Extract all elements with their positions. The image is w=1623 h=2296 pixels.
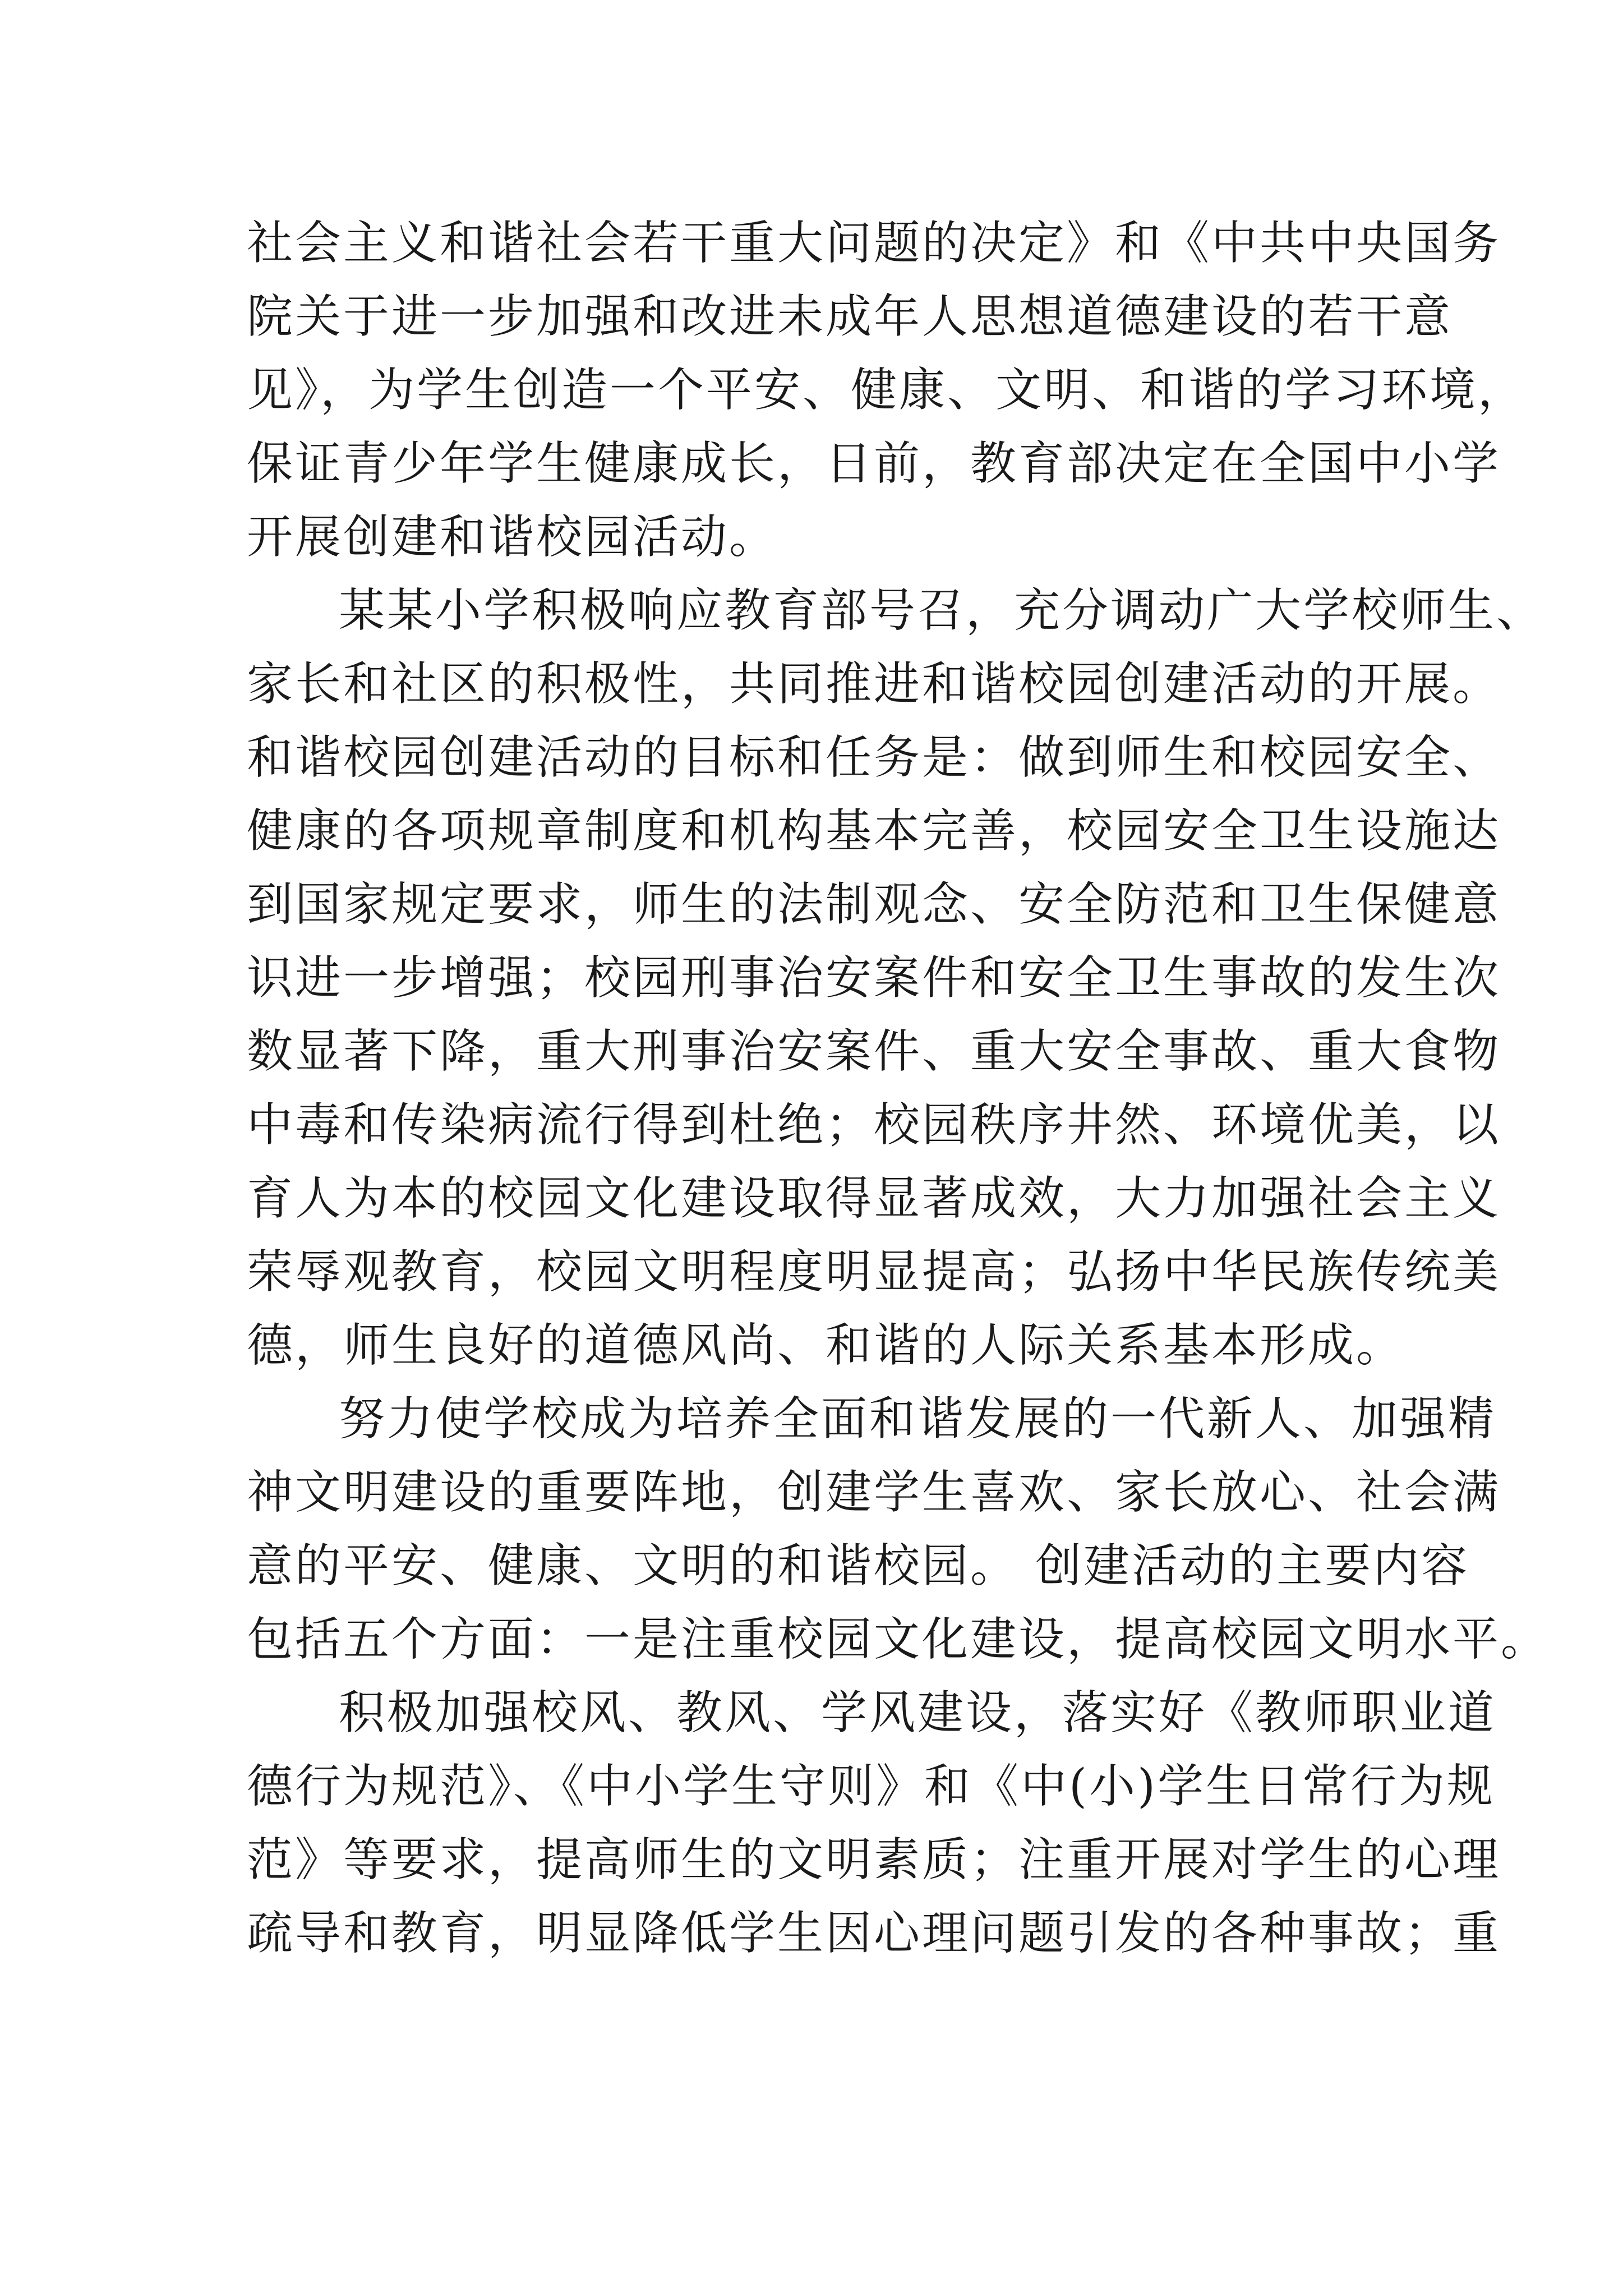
text-line: 荣辱观教育，校园文明程度明显提高；弘扬中华民族传统美 (247, 1245, 1501, 1299)
text-line: 和谐校园创建活动的目标和任务是：做到师生和校园安全、 (247, 731, 1501, 784)
text-line: 保证青少年学生健康成长，日前，教育部决定在全国中小学 (247, 437, 1501, 490)
text-line: 到国家规定要求，师生的法制观念、安全防范和卫生保健意 (247, 878, 1501, 931)
text-line: 某某小学积极响应教育部号召，充分调动广大学校师生、 (339, 584, 1545, 637)
text-line: 包括五个方面：一是注重校园文化建设，提高校园文明水平。 (247, 1613, 1550, 1666)
text-line: 德，师生良好的道德风尚、和谐的人际关系基本形成。 (247, 1319, 1405, 1372)
text-line: 德行为规范》、《中小学生守则》和《中(小)学生日常行为规 (247, 1760, 1495, 1813)
text-line: 见》，为学生创造一个平安、健康、文明、和谐的学习环境， (247, 364, 1527, 417)
text-line: 育人为本的校园文化建设取得显著成效，大力加强社会主义 (247, 1172, 1501, 1225)
text-line: 院关于进一步加强和改进未成年人思想道德建设的若干意 (247, 290, 1453, 343)
text-line: 开展创建和谐校园活动。 (247, 510, 778, 564)
text-line: 家长和社区的积极性，共同推进和谐校园创建活动的开展。 (247, 657, 1501, 711)
text-line: 健康的各项规章制度和机构基本完善，校园安全卫生设施达 (247, 804, 1501, 858)
text-line: 中毒和传染病流行得到杜绝；校园秩序井然、环境优美，以 (247, 1098, 1501, 1152)
text-line: 社会主义和谐社会若干重大问题的决定》和《中共中央国务 (247, 217, 1501, 270)
text-line: 意的平安、健康、文明的和谐校园。 创建活动的主要内容 (247, 1539, 1470, 1593)
text-line: 神文明建设的重要阵地，创建学生喜欢、家长放心、社会满 (247, 1466, 1501, 1519)
text-line: 努力使学校成为培养全面和谐发展的一代新人、加强精 (339, 1392, 1497, 1446)
text-line: 识进一步增强；校园刑事治安案件和安全卫生事故的发生次 (247, 951, 1501, 1005)
text-line: 积极加强校风、教风、学风建设，落实好《教师职业道 (339, 1686, 1497, 1740)
body-text (247, 206, 1550, 1970)
text-line: 范》等要求，提高师生的文明素质；注重开展对学生的心理 (247, 1833, 1501, 1887)
text-line: 数显著下降，重大刑事治安案件、重大安全事故、重大食物 (247, 1025, 1501, 1078)
text-line: 疏导和教育，明显降低学生因心理问题引发的各种事故；重 (247, 1907, 1501, 1960)
